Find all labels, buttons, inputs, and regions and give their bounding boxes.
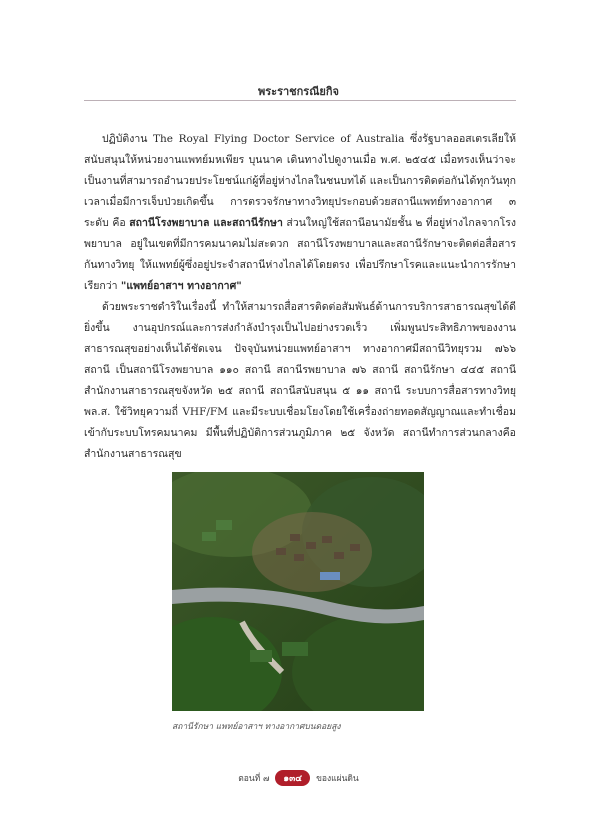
header-divider	[84, 100, 516, 101]
running-header: พระราชกรณียกิจ	[258, 85, 339, 98]
paragraph-1	[84, 129, 516, 297]
article-body	[84, 129, 516, 465]
paragraph-2: ด้วยพระราชดำริในเรื่องนี้ ทำให้สามารถสื่อสารติดต่อสัมพันธ์ด้านการบริการสาธารณสุขได้ดียิ่งขึ้น งานอุปกรณ์และการส่งกำลังบำรุงเป็นไปอย่างรวดเร็ว เพิ่มพูนประสิทธิภาพของงานสาธารณสุขอย่างเห็นได้ชัดเจน ปัจจุบันหน่วยแพทย์อาสาฯ ทางอากาศมีสถานีวิทยุรวม ๗๖๖ สถานี เป็นสถานีโรงพยาบาล ๑๑๐ สถานี สถานีรพยาบาล ๗๖ สถานี สถานีรักษา ๔๔๕ สถานี สำนักงานสาธารณสุขจังหวัด ๒๕ สถานี สถานีสนับสนุน ๕ ๑๑ สถานี ระบบการสื่อสารทางวิทยุ พล.ส. ใช้วิทยุความถี่ VHF/FM และมีระบบเชื่อมโยงโดยใช้เครื่องถ่ายทอดสัญญาณและทำเชื่อมเข้ากับระบบโทรคมนาคม มีพื้นที่ปฏิบัติการส่วนภูมิภาค ๒๕ จังหวัด สถานีทำการส่วนกลางคือ สำนักงานสาธารณสุข	[84, 301, 516, 460]
paragraph-1-text-c: ส่วนใหญ่ใช้สถานีอนามัยชั้น ๒ ที่อยู่ห่างไกลจากโรงพยาบาล อยู่ในเขตที่มีการคมนาคมไม่สะดวก สถานีโรงพยาบาลและสถานีรักษาจะติดต่อสื่อสารกันทางวิทยุ ให้แพทย์ผู้ซึ่งอยู่ประจำสถานีห่างไกลได้โดยตรง เพื่อปรึกษาโรคและแนะนำการรักษา เรียกว่า	[84, 217, 517, 292]
page-number-badge: ๑๓๔	[275, 770, 310, 786]
paragraph-1-bold-2: "แพทย์อาสาฯ ทางอากาศ"	[120, 280, 242, 292]
photo-caption: สถานีรักษา แพทย์อาสาฯ ทางอากาศบนดอยสูง	[172, 722, 341, 732]
hill-village-illustration	[172, 472, 424, 711]
paragraph-1-bold-1: สถานีโรงพยาบาล และสถานีรักษา	[129, 217, 283, 229]
footer-left-text: ตอนที่ ๗	[238, 774, 270, 784]
aerial-photo	[172, 472, 424, 711]
paragraph-1-text-a: ปฏิบัติงาน The Royal Flying Doctor Service of Australia ซึ่งรัฐบาลออสเตรเลียให้สนับสนุนให้หน่วยงานแพทย์มหเพียร บุนนาค เดินทางไปดูงานเมื่อ พ.ศ. ๒๕๔๕ เมื่อทรงเห็นว่าจะเป็นงานที่สามารถอำนวยประโยชน์แก่ผู้ที่อยู่ห่างไกลในชนบทได้ และเป็นการติดต่อกันได้ทุกวันทุกเวลาเมื่อมีการเจ็บป่วยเกิดขึ้น การตรวจรักษาทางวิทยุประกอบด้วยสถานีแพทย์ทางอากาศ ๓ ระดับ คือ	[84, 133, 516, 229]
page-footer	[0, 770, 597, 786]
footer-right-text: ของแผ่นดิน	[316, 774, 359, 784]
